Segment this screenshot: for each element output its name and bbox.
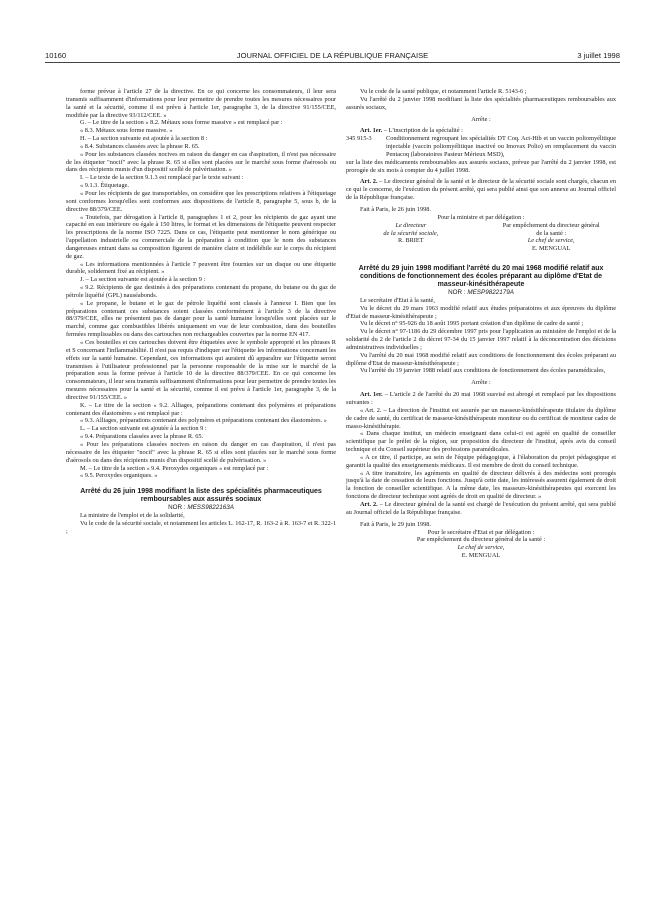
paragraph: « 9.4. Préparations classées avec la phrase R. 65.: [80, 433, 204, 441]
article-text: – Le directeur général de la santé et le directeur de la sécurité sociale sont chargés, chacun en ce qui le concerne, de l'exécution du présent arrêté, qui sera publié ainsi que son annexe au Journal officiel de la République française.: [346, 178, 617, 202]
paragraph: « Pour les récipients de gaz transportables, on considère que les prescriptions relatives à l'étiquetage sont conformes lorsqu'elles sont conformes aux dispositions de l'article 8, paragraphe 5, sous b, de la directive 88/379/CEE.: [66, 189, 336, 213]
article-paragraph: [346, 391, 616, 407]
paragraph: Le secrétaire d'Etat à la santé,: [360, 296, 435, 304]
article-paragraph: [346, 127, 616, 135]
paragraph: « Dans chaque institut, un médecin enseignant dans celui-ci est agréé en qualité de conseiller scientifique par le préfet de la région, sur proposition du directeur de l'institut, après avis du conseil technique et du Conseil supérieur des professions paramédicales.: [346, 430, 616, 454]
paragraph: « Art. 2. – La direction de l'institut est assurée par un masseur-kinésithérapeute titulaire du diplôme de cadre de santé, du certificat de masseur-kinésithérapeute moniteur ou du certificat de moniteur cadre de masso-kinésithérapie.: [346, 406, 616, 430]
signature-title: Par empêchement du directeur général: [502, 221, 600, 229]
paragraph: La ministre de l'emploi et de la solidarité,: [80, 512, 185, 520]
paragraph: Vu le code de la sécurité sociale, et notamment les articles L. 162-17, R. 163-2 à R. 163-7 et R. 322-1 ;: [66, 519, 336, 535]
decree-title: Arrêté du 29 juin 1998 modifiant l'arrêté du 20 mai 1968 modifié relatif aux conditions de fonctionnement des écoles préparant au diplôme d'Etat de masseur-kinésithérapeute: [358, 265, 604, 289]
journal-title: JOURNAL OFFICIEL DE LA RÉPUBLIQUE FRANÇAISE: [236, 51, 429, 60]
signature-block: [346, 222, 616, 253]
paragraph: Vu le code de la santé publique, et notamment l'article R. 5143-6 ;: [360, 88, 527, 95]
delegation-line: Pour la ministre et par délégation :: [437, 213, 525, 221]
article-text: – L'inscription de la spécialité :: [383, 127, 463, 135]
issue-date: 3 juillet 1998: [577, 51, 620, 60]
specialty-entry: [346, 135, 616, 159]
paragraph: Vu l'arrêté du 19 janvier 1988 relatif aux conditions de fonctionnement des écoles paramédicales,: [360, 367, 606, 375]
paragraph: L. – La section suivante est ajoutée à la section 9 :: [80, 425, 207, 433]
delegation-line: Par empêchement du directeur général de la santé :: [416, 536, 546, 544]
article-number: Art. 2.: [360, 178, 378, 186]
paragraph: sur la liste des médicaments remboursables aux assurés sociaux, prévue par l'arrêté du 2 janvier 1998, est prorogée de six mois à compter du 4 juillet 1998.: [346, 158, 616, 174]
right-column: [346, 88, 616, 560]
header-rule: [45, 62, 620, 63]
paragraph: « 9.2. Récipients de gaz destinés à des préparations contenant du propane, du butane ou du gaz de pétrole liquéfié (GPL) nauséabonds.: [66, 284, 336, 299]
paragraph: Vu le décret n° 97-1186 du 29 décembre 1997 pris pour l'application au ministère de l'emploi et de la solidarité du 2 de l'article 2 du décret 97-34 du 15 janvier 1997 relatif à la déconcentration des décisions administratives individuelles ;: [346, 328, 616, 351]
article-number: Art. 2.: [360, 500, 378, 508]
signature-title: de la santé :: [536, 229, 567, 237]
paragraph: « 8.4. Substances classées avec la phrase R. 65.: [80, 142, 200, 150]
signatory-name: E. MENGUAL: [531, 245, 571, 253]
place-date: Fait à Paris, le 29 juin 1998.: [360, 520, 432, 528]
left-column: [66, 88, 336, 536]
paragraph: Vu le décret du 29 mars 1963 modifié relatif aux études préparatoires et aux épreuves du diplôme d'Etat de masseur-kinésithérapeute ;: [346, 304, 616, 320]
specialty-text: Conditionnement regroupant les spécialités DT Coq. Act-Hib et un vaccin poliomyélitique injectable (vaccin poliomyélitique inactivé ou Imovax Polio) en remplacement du vaccin Pentacoq (laboratoires Pasteur Mérieux MSD),: [386, 135, 616, 158]
signatory-name: E. MENGUAL: [461, 552, 501, 560]
nor-value: MESS9822163A: [187, 504, 234, 512]
delegation-line: Pour le secrétaire d'Etat et par délégation :: [427, 528, 535, 536]
paragraph: G. – Le titre de la section « 8.2. Métaux sous forme massive » est remplacé par :: [80, 119, 283, 127]
arrete-heading: Arrête :: [471, 115, 491, 123]
paragraph: « Toutefois, par dérogation à l'article 8, paragraphes 1 et 2, pour les récipients de gaz ayant une capacité en eau intérieure ou égale à 150 litres, le format et les dimensions de l'étiquette peuvent respecter les prescriptions de la norme ISO 7225. Dans ce cas, l'étiquette peut mentionner le nom générique ou l'appellation industrielle ou commerciale de la préparation à condition que le nom des substances dangereuses entrant dans sa composition figurent de manière claire et indélébile sur le corps du récipient de gaz.: [66, 213, 336, 260]
paragraph: I. – Le texte de la section 9.1.3 est remplacé par le texte suivant :: [80, 174, 244, 182]
article-paragraph: [346, 501, 616, 517]
article-paragraph: [346, 178, 616, 202]
nor-reference: [66, 504, 336, 512]
paragraph: Vu l'arrêté du 2 janvier 1998 modifiant la liste des spécialités pharmaceutiques remboursables aux assurés sociaux,: [346, 95, 616, 111]
paragraph: « 9.1.3. Étiquetage.: [80, 182, 129, 190]
arrete-heading: Arrête :: [471, 379, 491, 387]
paragraph: « Pour les substances classées nocives en raison du danger en cas d'aspiration, il n'est pas nécessaire de les étiqueter "nocif" avec la phrase R. 65 si elles sont placées sur le marché sous forme d'aérosols ou dans des récipients munis d'un dispositif scellé de pulvérisation. »: [66, 150, 336, 174]
signature-title: Le chef de service,: [527, 237, 575, 245]
signature-title: Le chef de service,: [457, 544, 505, 552]
paragraph: « Ces bouteilles et ces cartouches doivent être étiquetées avec le symbole approprié et les phrases R et S concernant l'inflammabilité. Il n'est pas requis d'indiquer sur l'étiquette les informations concernant les effets sur la santé humaine. Cependant, ces informations qui auraient dû apparaître sur l'étiquette seront transmises à l'utilisateur professionnel par la personne responsable de la mise sur le marché de la préparation sous la forme prévue à l'article 10 de la directive 88/379/CEE. En ce qui concerne les consommateurs, il leur sera transmis suffisamment d'informations pour leur permettre de prendre toutes les mesures nécessaires pour la santé et la sécurité, comme il est prévu à l'article 1er, paragraphe 3, de la directive 91/155/CEE. »: [66, 339, 336, 401]
signature-title: de la sécurité sociale,: [383, 229, 439, 237]
paragraph: forme prévue à l'article 27 de la directive. En ce qui concerne les consommateurs, il leur sera transmis suffisamment d'informations pour leur permettre de prendre toutes les mesures nécessaires pour la santé et la sécurité, comme il est prévu à l'article 1er, paragraphe 3, de la directive 91/155/CEE, modifiée par la directive 93/112/CEE. »: [66, 88, 336, 119]
paragraph: « Pour les préparations classées nocives en raison du danger en cas d'aspiration, il n'est pas nécessaire de les étiqueter "nocif" avec la phrase R. 65 si elles sont placées sur le marché sous forme d'aérosols ou dans des récipients munis d'un dispositif scellé de pulvérisation. »: [66, 440, 336, 464]
article-number: Art. 1er.: [360, 391, 383, 399]
paragraph: Vu l'arrêté du 20 mai 1968 modifié relatif aux conditions de fonctionnement des écoles préparant au diplôme d'Etat de masseur-kinésithérapeute ;: [346, 351, 616, 367]
paragraph: « A ce titre, il participe, au sein de l'équipe pédagogique, à l'élaboration du projet pédagogique et garantit la qualité des enseignements médicaux. Il est membre de droit du conseil technique.: [346, 453, 616, 469]
paragraph: H. – La section suivante est ajoutée à la section 8 :: [80, 135, 208, 143]
paragraph: « 8.3. Métaux sous forme massive. »: [80, 127, 173, 135]
page-number: 10160: [45, 51, 67, 60]
article-text: – Le directeur général de la santé est chargé de l'exécution du présent arrêté, qui sera publié au Journal officiel de la République française.: [346, 500, 617, 516]
place-date: Fait à Paris, le 26 juin 1998.: [360, 205, 432, 213]
article-number: Art. 1er.: [360, 127, 383, 135]
paragraph: J. – La section suivante est ajoutée à la section 9 :: [80, 276, 206, 284]
paragraph: « A titre transitoire, les agréments en qualité de directeur délivrés à des médecins sont prorogés jusqu'à la date de cessation de leurs fonctions. Jusqu'à cette date, les intéressés assurent également de droit la fonction de conseiller scientifique. A la même date, les masseurs-kinésithérapeutes qui exercent les fonctions de directeur technique sont agréés de droit en qualité de directeur. »: [346, 469, 616, 501]
paragraph: « Les informations mentionnées à l'article 7 peuvent être fournies sur un disque ou une étiquette durable, solidement fixé au récipient. »: [66, 260, 336, 276]
specialty-code: 345 915-3: [346, 135, 372, 143]
paragraph: « Le propane, le butane et le gaz de pétrole liquéfié sont classés à l'annexe I. Bien que les préparations contenant ces substances soient classées conformément à l'article 3 de la directive 88/379/CEE, elles ne présentent pas de danger pour la santé humaine lorsqu'elles sont placées sur le marché, comme gaz combustibles libérés uniquement en vue de leur combustion, dans des bouteilles fermées remplissables ou dans des cartouches non rechargeables couvertes par la norme EN 417.: [66, 299, 336, 339]
nor-label: NOR :: [168, 504, 186, 512]
nor-value: MESP9822179A: [467, 289, 514, 297]
nor-reference: [346, 289, 616, 297]
decree-title: Arrêté du 26 juin 1998 modifiant la liste des spécialités pharmaceutiques remboursables aux assurés sociaux: [80, 488, 322, 504]
signatory-name: R. BRIET: [398, 237, 424, 245]
paragraph: « 9.5. Peroxydes organiques. »: [80, 472, 158, 480]
article-text: – L'article 2 de l'arrêté du 20 mai 1968 susvisé est abrogé et remplacé par les dispositions suivantes :: [346, 391, 616, 406]
paragraph: « 9.3. Alliages, préparations contenant des polymères et préparations contenant des élastomères. »: [80, 417, 327, 425]
paragraph: Vu le décret n° 95-926 du 18 août 1995 portant création d'un diplôme de cadre de santé ;: [360, 320, 584, 328]
paragraph: M. – Le titre de la section « 9.4. Peroxydes organiques » est remplacé par :: [80, 464, 269, 472]
signature-title: Le directeur: [395, 221, 427, 229]
paragraph: K. – Le titre de la section « 9.2. Alliages, préparations contenant des polymères et préparations contenant des élastomères » est remplacé par :: [66, 401, 336, 417]
nor-label: NOR :: [448, 289, 466, 297]
